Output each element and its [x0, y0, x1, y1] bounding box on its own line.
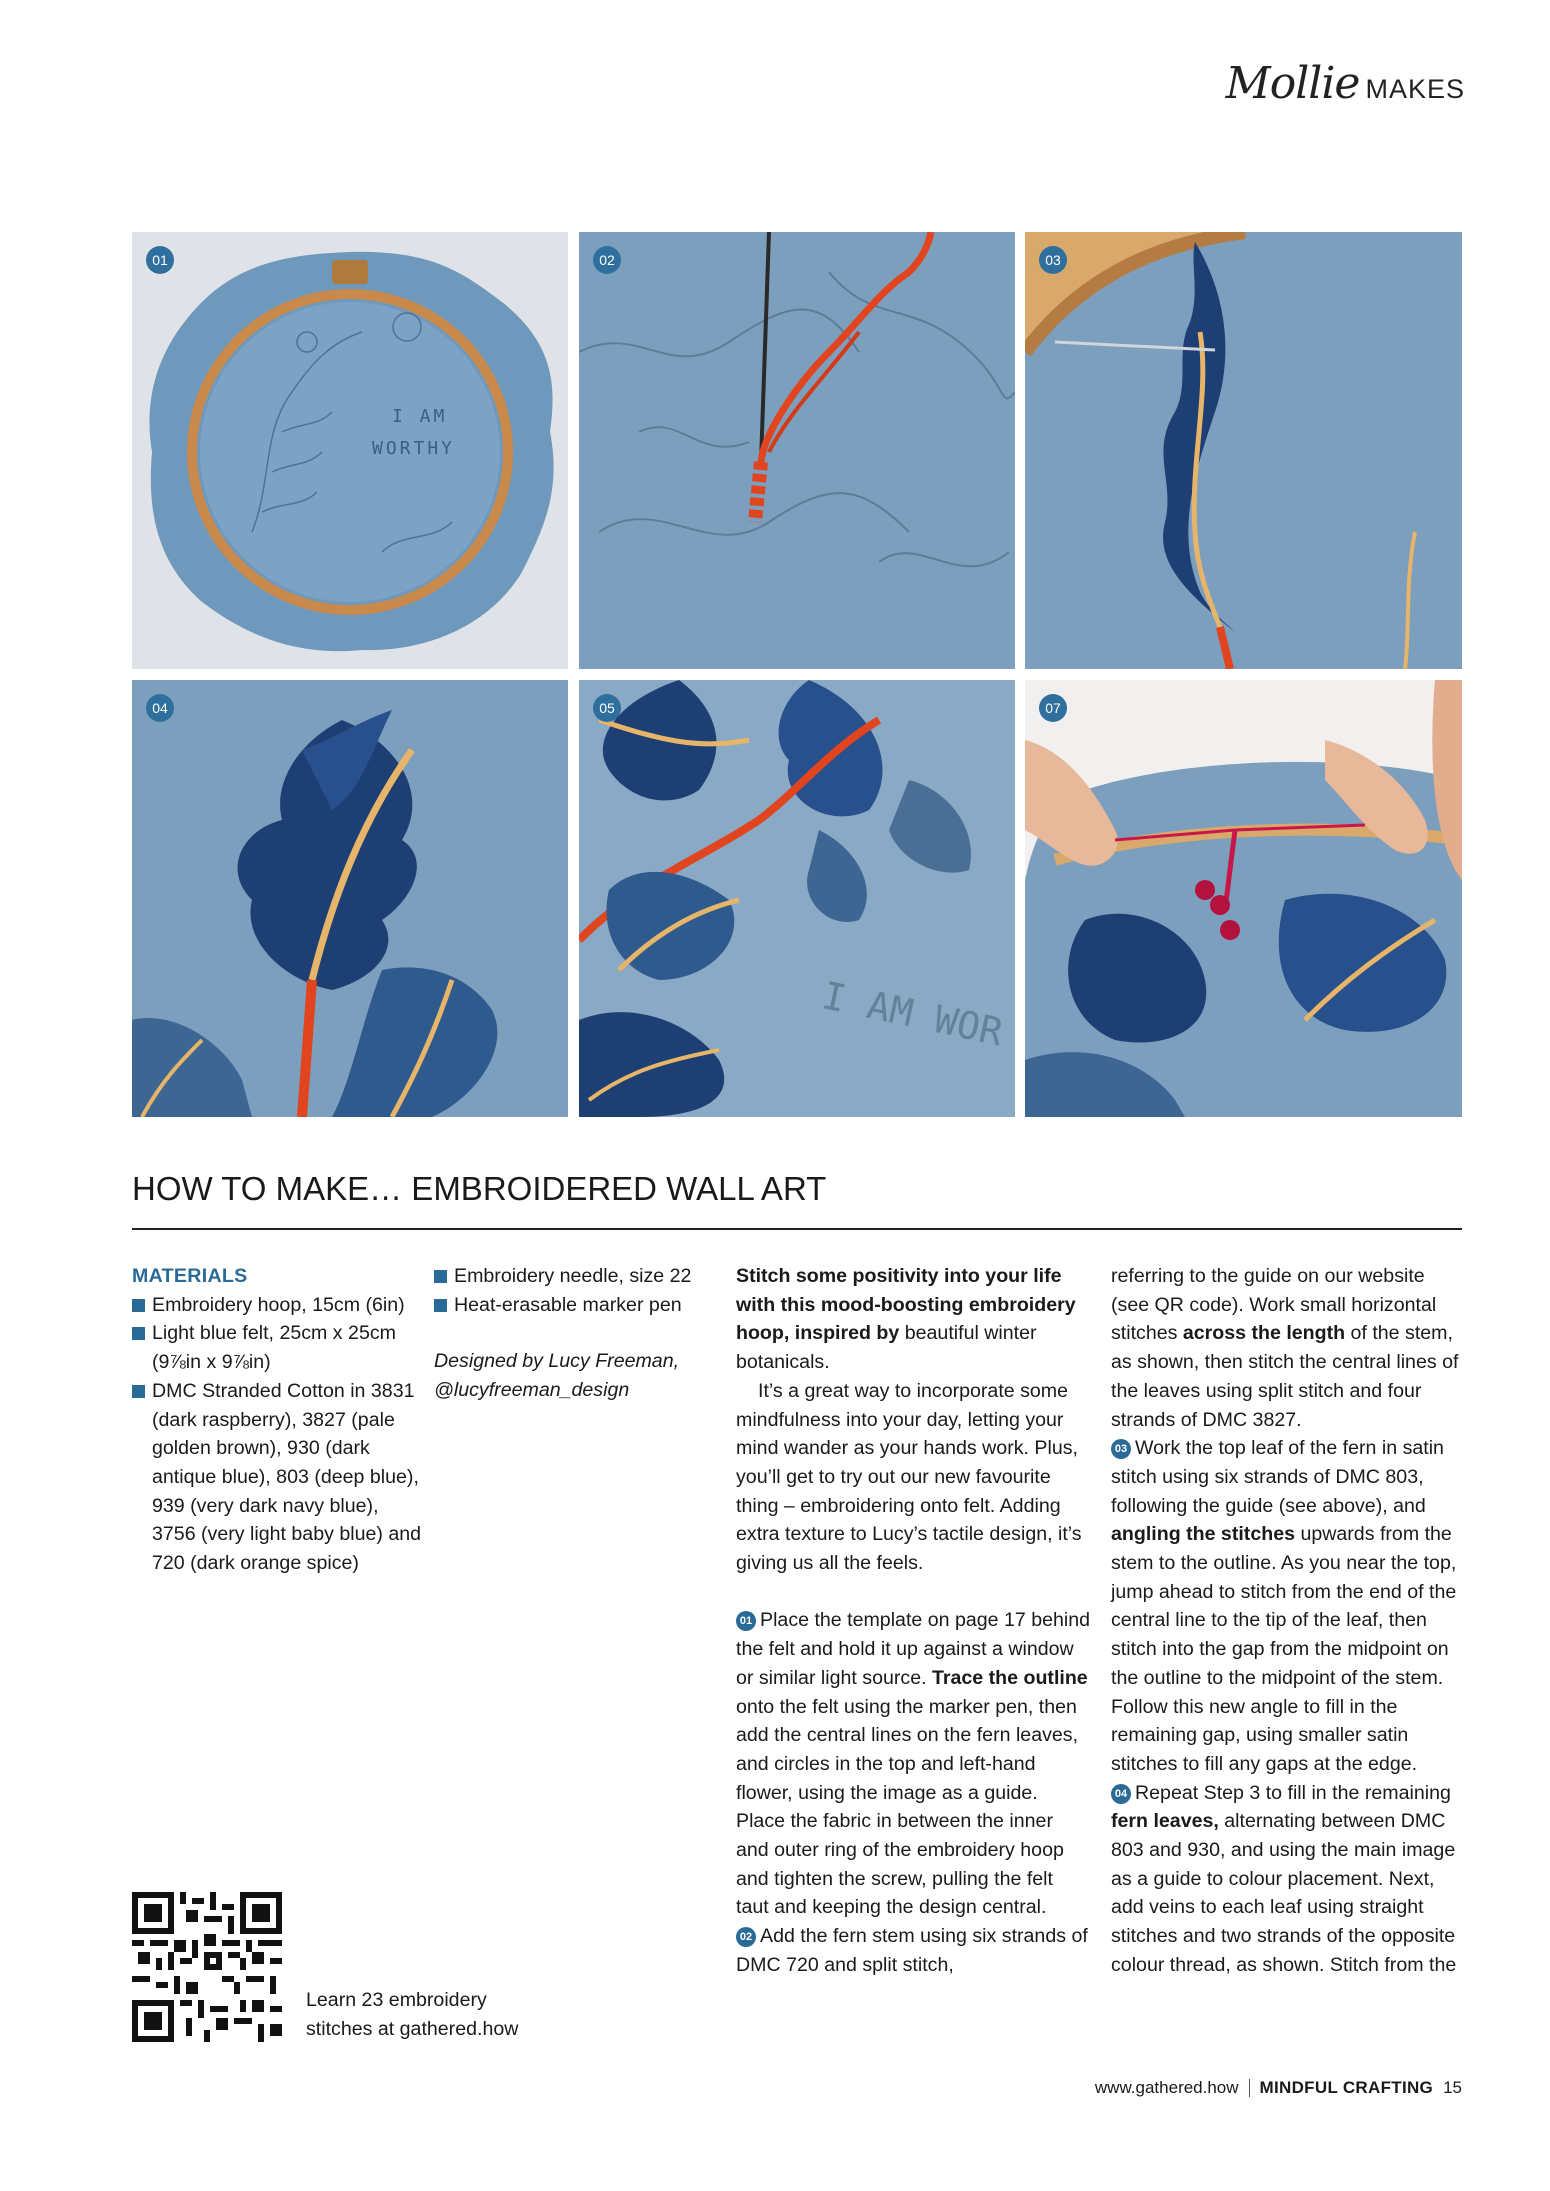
- hoop-text-line1: I AM: [392, 406, 448, 427]
- step-badge: 04: [146, 694, 174, 722]
- photo-step-03: [1025, 232, 1462, 669]
- materials-item: DMC Stranded Cotton in 3831 (dark raspberry), 3827 (pale golden brown), 930 (dark antique blue), 803 (deep blue), 939 (very dark navy blue), 3756 (very light baby blue) and 720 (dark orange spice): [132, 1377, 422, 1578]
- logo-script: Mollie: [1225, 58, 1360, 109]
- step-text: upwards from the stem to the outline. As you near the top, jump ahead to stitch from the end of the central line to the tip of the leaf, then stitch into the gap from the midpoint on the outline to the midpoint of the stem. Follow this new angle to fill in the remaining gap, using smaller satin stitches to fill any gaps at the edge.: [1111, 1523, 1457, 1775]
- multiple-leaves-illustration: [579, 680, 1015, 1117]
- materials-item: Heat-erasable marker pen: [434, 1291, 724, 1320]
- intro-paragraph-2: It’s a great way to incorporate some mindfulness into your day, letting your mind wander as your hands work. Plus, you’ll get to try out our new favourite thing – embroidering onto felt. Adding extra texture to Lucy’s tactile design, it’s giving us all the feels.: [736, 1379, 1082, 1575]
- instructions-column-1: [736, 1262, 1091, 1980]
- materials-column-2: [434, 1262, 724, 1405]
- materials-title: MATERIALS: [132, 1265, 248, 1287]
- materials-item: Embroidery needle, size 22: [434, 1262, 724, 1291]
- heading-divider: [132, 1228, 1462, 1230]
- step-text: Repeat Step 3 to fill in the remaining: [1135, 1781, 1451, 1804]
- materials-list: [434, 1262, 724, 1319]
- step-emphasis: Trace the outline: [932, 1666, 1088, 1689]
- step-text: alternating between DMC 803 and 930, and using the main image as a guide to colour placement. Next, add veins to each leaf using straight stitches and two strands of the opposite colour thread, as shown. Stitch from the: [1111, 1810, 1457, 1976]
- step-badge: 07: [1039, 694, 1067, 722]
- intro-lead: Stitch some positivity into your life with this mood-boosting embroidery hoop, inspired by: [736, 1265, 1076, 1345]
- leaves-closeup-illustration: [132, 680, 568, 1117]
- step-badge: 03: [1039, 246, 1067, 274]
- hands-illustration: [1025, 680, 1462, 1117]
- step-text: of the stem, as shown, then stitch the central lines of the leaves using split stitch and four strands of DMC 3827.: [1111, 1322, 1459, 1431]
- step-number-icon: 01: [736, 1611, 756, 1631]
- step-04-text: [1111, 1779, 1466, 1980]
- intro-lead-rest: beautiful winter botanicals.: [736, 1322, 1037, 1374]
- qr-code-icon[interactable]: [132, 1892, 282, 2042]
- materials-column-1: [132, 1262, 422, 1578]
- step-badge: 01: [146, 246, 174, 274]
- photo-step-05: [579, 680, 1015, 1117]
- hoop-illustration: [132, 232, 568, 669]
- footer-section: MINDFUL CRAFTING: [1259, 2078, 1434, 2097]
- step-badge: 02: [593, 246, 621, 274]
- instructions-column-2: [1111, 1262, 1466, 1980]
- step-text: referring to the guide on our website (see QR code). Work small horizontal stitches: [1111, 1265, 1437, 1345]
- qr-caption: Learn 23 embroidery stitches at gathered.how: [306, 1989, 519, 2040]
- step-number-icon: 03: [1111, 1439, 1131, 1459]
- materials-list: [132, 1291, 422, 1578]
- designer-credit: Designed by Lucy Freeman, @lucyfreeman_design: [434, 1350, 680, 1402]
- step-number-icon: 04: [1111, 1784, 1131, 1804]
- page-heading: HOW TO MAKE… EMBROIDERED WALL ART: [132, 1170, 827, 1207]
- leaf-illustration: [1025, 232, 1462, 669]
- intro-paragraph: [736, 1262, 1091, 1377]
- footer-url[interactable]: www.gathered.how: [1094, 2078, 1239, 2097]
- photo-step-02: [579, 232, 1015, 669]
- photo-step-04: [132, 680, 568, 1117]
- felt-text: I AM WOR: [818, 973, 1007, 1055]
- photo-step-07: [1025, 680, 1462, 1117]
- step-badge: 05: [593, 694, 621, 722]
- stem-illustration: [579, 232, 1015, 669]
- page-footer: [1095, 2078, 1462, 2098]
- masthead-logo: [1226, 58, 1465, 109]
- step-03-text: [1111, 1434, 1466, 1778]
- photo-step-01: [132, 232, 568, 669]
- page-number: 15: [1443, 2078, 1462, 2097]
- hoop-text-line2: WORTHY: [372, 438, 456, 459]
- step-emphasis: fern leaves,: [1111, 1810, 1219, 1833]
- logo-makes: MAKES: [1365, 74, 1465, 104]
- step-text: onto the felt using the marker pen, then add the central lines on the fern leaves, and circles in the top and left-hand flower, using the image as a guide. Place the fabric in between the inner and outer ring of the embroidery hoop and tighten the screw, pulling the felt taut and keeping the design central.: [736, 1695, 1079, 1919]
- step-text: Add the fern stem using six strands of DMC 720 and split stitch,: [736, 1925, 1088, 1976]
- step-02-continued: [1111, 1262, 1466, 1434]
- step-02-text: [736, 1922, 1091, 1979]
- step-text: Place the template on page 17 behind the felt and hold it up against a window or similar light source.: [736, 1609, 1091, 1689]
- step-emphasis: across the length: [1182, 1322, 1346, 1345]
- step-text: Work the top leaf of the fern in satin stitch using six strands of DMC 803, following the guide (see above), and: [1111, 1437, 1444, 1517]
- materials-item: Light blue felt, 25cm x 25cm (9⅞in x 9⅞in): [132, 1319, 422, 1376]
- step-emphasis: angling the stitches: [1111, 1523, 1295, 1546]
- step-01-text: [736, 1606, 1091, 1922]
- materials-item: Embroidery hoop, 15cm (6in): [132, 1291, 422, 1320]
- footer-divider: [1249, 2079, 1250, 2097]
- step-number-icon: 02: [736, 1927, 756, 1947]
